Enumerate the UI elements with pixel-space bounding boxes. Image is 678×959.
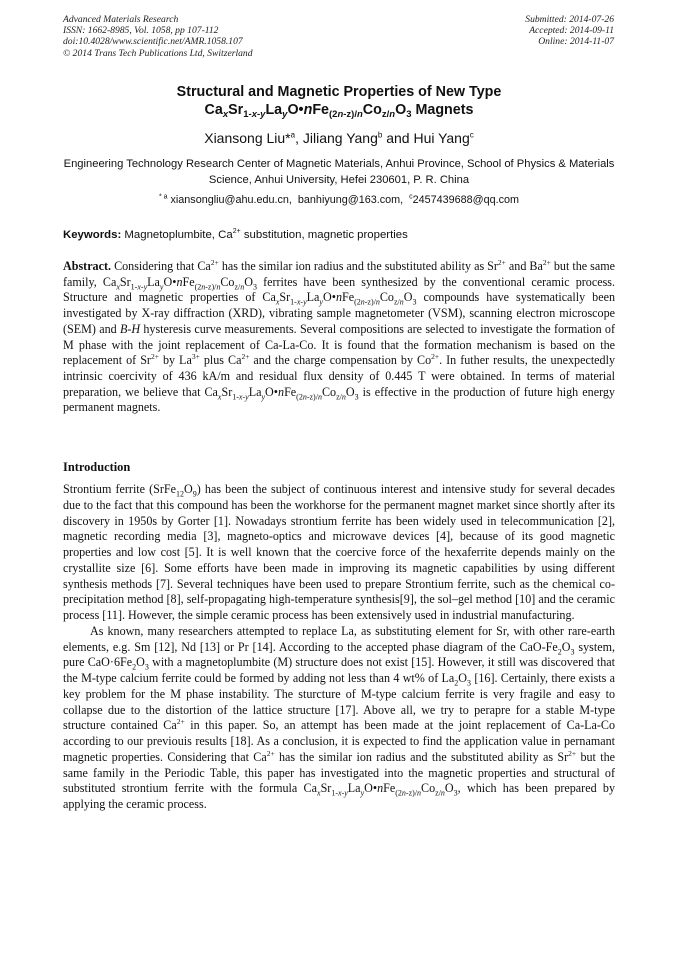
introduction-body <box>63 482 615 813</box>
author-2-mark: b <box>377 130 383 140</box>
email-3-mark: c <box>409 193 413 201</box>
author-1-mark: a <box>290 130 296 140</box>
title-line-1: Structural and Magnetic Properties of New Type <box>176 84 502 100</box>
email-1-mark: * a <box>158 193 168 201</box>
keywords <box>63 229 615 241</box>
abstract-label: Abstract. <box>63 259 112 273</box>
abstract-text: Considering that $Ca^{2+}$ has the similar ion radius and the substituted ability as $Sr^{2+}$ and $Ba^{2+}$ but the same family, $Ca_xSr_{1-x-y}La_yO•nFe_{(2n-z)/n}Co_{z/n}O_3$ ferrites have been synthesized by the conventional ceramic process. Structure and magnetic properties of $Ca_xSr_{1-x-y}La_yO•nFe_{(2n-z)/n}Co_{z/n}O_3$ compounds have systematically been investigated by X-ray diffraction (XRD), vibrating sample magnetometer (VSM), scanning electron microscope (SEM) and B-H hysteresis curve measurements. Several compositions are selected to investigate the formation of M phase with the joint replacement of Ca-La-Co. It is found that the formation mechanism is based on the replacement of $Sr^{2+}$ by $La^{3+}$ plus $Ca^{2+}$ and the charge compensation by $Co^{2+}$. In futher results, the unexpectedly intrinsic coercivity of 436 kA/m and residual flux density of 0.445 T were obtained. In terms of material preparation, we believe that $Ca_xSr_{1-x-y}La_yO•nFe_{(2n-z)/n}Co_{z/n}O_3$ is effective in the production of future high energy permanent magnets. <box>63 257 616 415</box>
author-list: Xiansong Liu*$^a$, Jiliang Yang$^b$ and Hui Yang$^c$ <box>204 130 474 146</box>
introduction-heading: Introduction <box>63 460 131 474</box>
publication-dates <box>525 14 614 48</box>
title-formula: $Ca_xSr_{1-x-y}La_yO•nFe_{(2n-z)/n}Co_{z/n}O_3$ Magnets <box>204 102 474 120</box>
email-1[interactable]: xiansongliu@ahu.edu.cn, <box>170 194 292 206</box>
email-list <box>40 194 638 206</box>
abstract <box>63 259 615 416</box>
online-date: Online: 2014-11-07 <box>538 36 614 48</box>
journal-info <box>63 14 253 59</box>
submitted-date: Submitted: 2014-07-26 <box>525 14 614 25</box>
journal-issn: ISSN: 1662-8985, Vol. 1058, pp 107-112 <box>63 25 219 37</box>
keywords-label: Keywords: <box>63 229 122 241</box>
intro-paragraph-2: As known, many researchers attempted to replace La, as substituting element for Sr, with other rare-earth elements, e.g. Sm [12], Nd [13] or Pr [14]. According to the accepted phase diagram of the CaO-$Fe_2O_3$ system, pure $CaO\cdot 6Fe_2O_3$ with a magnetoplumbite (M) structure does not exist [15]. However, it still was discovered that the M-type calcium ferrite could be formed by adding not less than 4 wt% of $La_2O_3$ [16]. Certainly, there exists a key problem for the M phase instability. The sturcture of M-type calcium ferrite is very fragile and easy to collapse due to the distortion of the lattice structure [17]. Above all, we try to perapre for a stable M-type structure contained $Ca^{2+}$ in this paper. So, an attempt has been made at the joint replacement of Ca-La-Co according to our previouis results [18]. As a conclusion, it is expected to find the application value in pernamant magnetic properties. Considering that $Ca^{2+}$ has the similar ion radius and the substituted ability as $Sr^{2+}$ but the same family in the Periodic Table, this paper has investigated into the magnetic properties and structural of substituted strontium ferrite with the formula $Ca_xSr_{1-x-y}La_yO•nFe_{(2n-z)/n}Co_{z/n}O_3$, which has been prepared by applying the ceramic process. <box>63 623 616 811</box>
paper-title <box>40 83 638 119</box>
keywords-text-b: substitution, magnetic properties <box>243 229 408 241</box>
journal-copyright: © 2014 Trans Tech Publications Ltd, Switzerland <box>63 47 253 59</box>
author-3: Hui Yang <box>413 130 470 146</box>
journal-doi: doi:10.4028/www.scientific.net/AMR.1058.107 <box>63 36 243 48</box>
accepted-date: Accepted: 2014-09-11 <box>529 25 614 37</box>
email-3[interactable]: 2457439688@qq.com <box>412 194 520 206</box>
author-1: Xiansong Liu* <box>204 130 291 146</box>
keywords-text-a: Magnetoplumbite, Ca <box>124 229 233 241</box>
journal-name: Advanced Materials Research <box>63 14 179 25</box>
author-2: Jiliang Yang <box>302 130 378 146</box>
email-2[interactable]: banhiyung@163.com, <box>297 194 404 206</box>
affiliation: Engineering Technology Research Center of Magnetic Materials, Anhui Province, School of Physics & Materials Science, Anhui University, Hefei 230601, P. R. China <box>63 158 615 186</box>
keywords-sup: 2+ <box>232 228 241 236</box>
intro-paragraph-1: Strontium ferrite $(SrFe_{12}O_9)$ has been the subject of continuous interest and intensive study for several decades due to the fact that this compound has been the workhorse for the permanent magnet market since shortly after its discovery in 1950s by Gorter [1]. Nowadays strontium ferrite has been widely used in telecommunication [2], magnetic recording media [3], magneto-optics and microwave devices [4], because of its good magnetic properties and low cost [5]. It is well known that the coercive force of the hexaferrite depends mainly on the crystallite size [6]. Some efforts have been made in improving its magnetic capabilities by using different synthesis methods [7]. Several techniques have been used to prepare Strontium ferrite, such as the chemical co-precipitation method [8], self-propagating high-temperature synthesis[9], the sol–gel method [10] and the ceramic process [11]. However, the simple ceramic process has been extensively used in industrial manufacturing. <box>63 482 615 622</box>
author-3-mark: c <box>469 130 474 140</box>
